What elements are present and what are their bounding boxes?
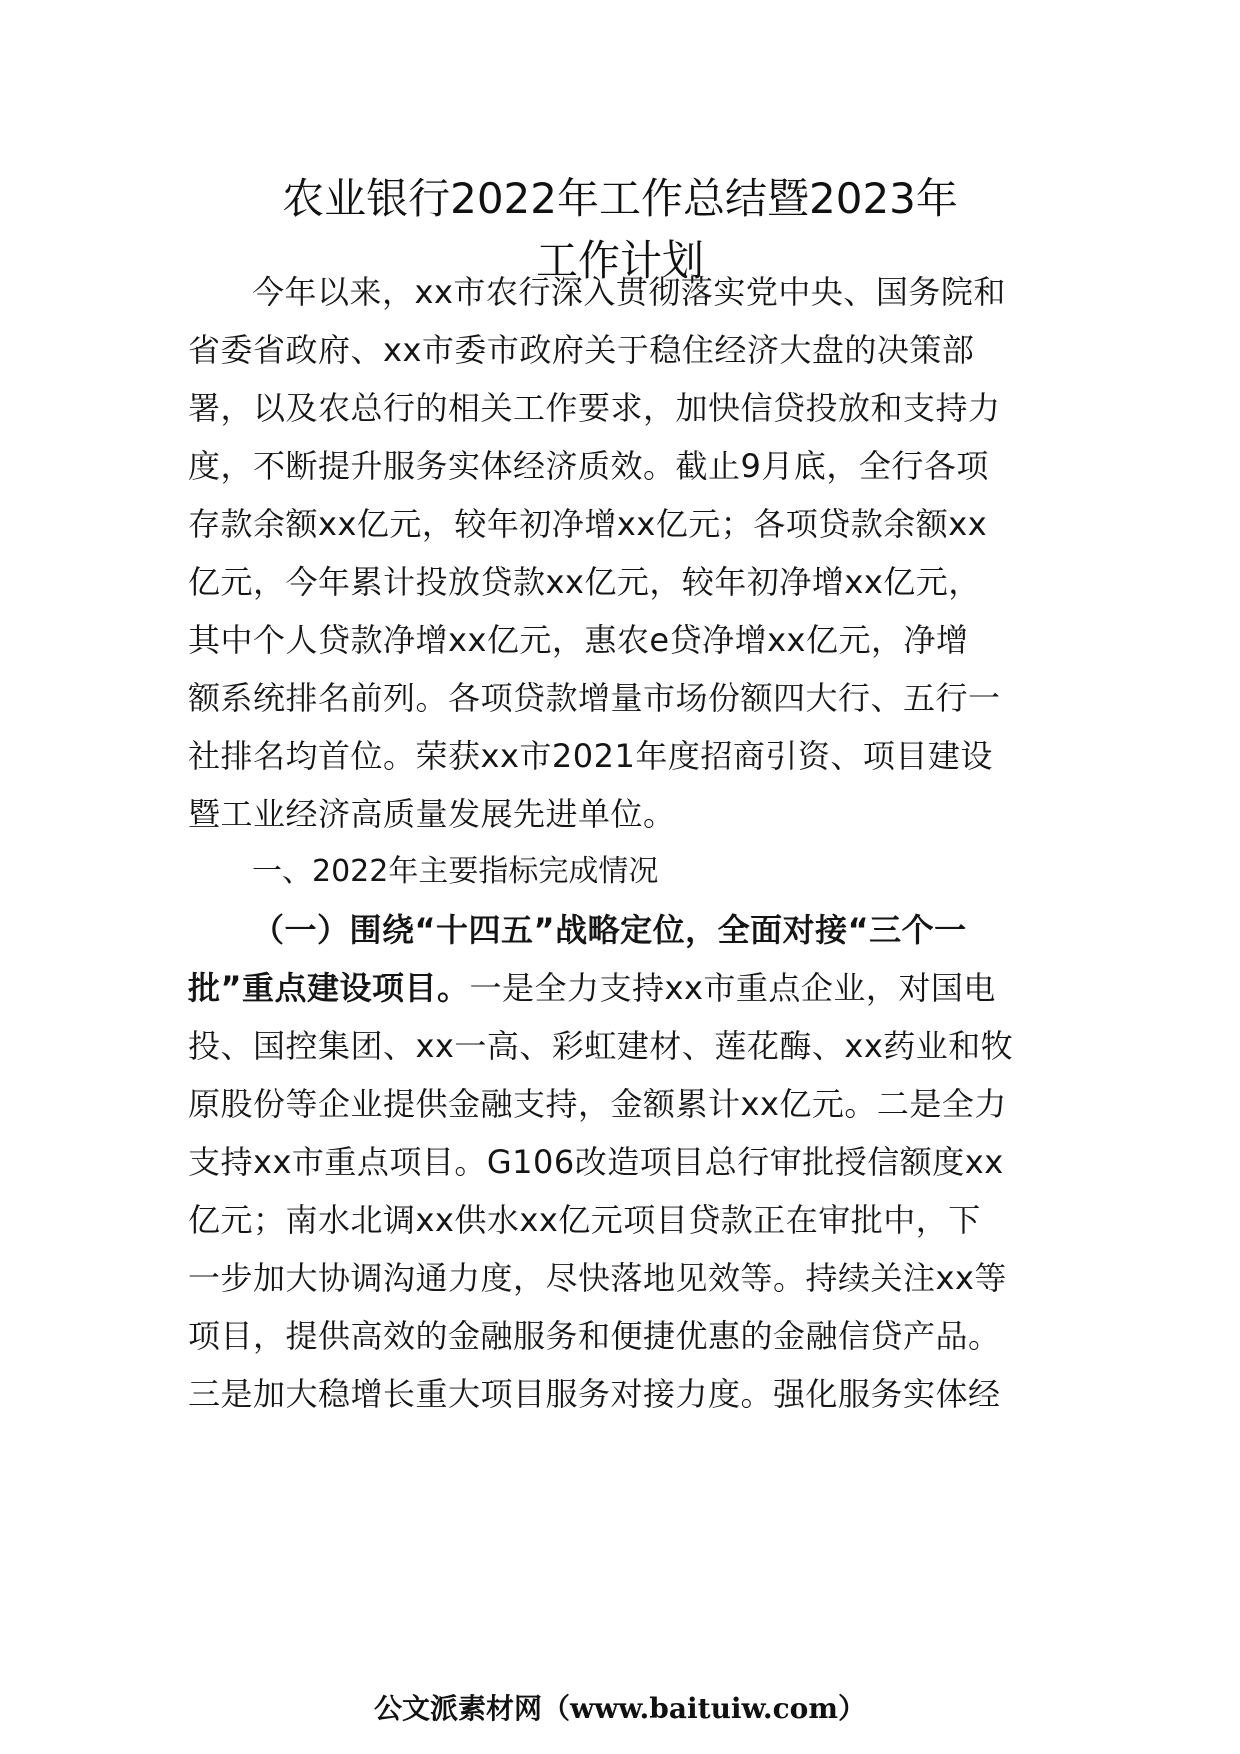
document-title-line-2: 工作计划 <box>535 236 704 285</box>
paragraph-line: 三是加大稳增长重大项目服务对接力度。强化服务实体经 <box>188 1375 1001 1413</box>
document-title-line-1: 农业银行2022年工作总结暨2023年 <box>282 174 958 223</box>
footer-watermark: 公文派素材网（www.baituiw.com） <box>374 1692 866 1725</box>
paragraph-line: 一步加大协调沟通力度，尽快落地见效等。持续关注xx等 <box>188 1259 1007 1297</box>
paragraph-line: 存款余额xx亿元，较年初净增xx亿元；各项贷款余额xx <box>188 505 988 543</box>
paragraph-line: 社排名均首位。荣获xx市2021年度招商引资、项目建设 <box>188 737 993 775</box>
subsection-heading-tail: 批”重点建设项目。 <box>188 969 470 1007</box>
paragraph-line: 投、国控集团、xx一高、彩虹建材、莲花酶、xx药业和牧 <box>188 1027 1014 1065</box>
paragraph-line: 度，不断提升服务实体经济质效。截止9月底，全行各项 <box>188 447 989 485</box>
paragraph-line: 署，以及农总行的相关工作要求，加快信贷投放和支持力 <box>188 389 1001 427</box>
section-heading: 一、2022年主要指标完成情况 <box>252 854 659 889</box>
paragraph-line: 额系统排名前列。各项贷款增量市场份额四大行、五行一 <box>188 679 1001 717</box>
paragraph-line: 项目，提供高效的金融服务和便捷优惠的金融信贷产品。 <box>188 1317 1001 1355</box>
paragraph-line: 暨工业经济高质量发展先进单位。 <box>188 795 676 833</box>
paragraph-line: 亿元，今年累计投放贷款xx亿元，较年初净增xx亿元， <box>188 563 981 601</box>
paragraph-line: 省委省政府、xx市委市政府关于稳住经济大盘的决策部 <box>188 331 975 369</box>
paragraph-line: 原股份等企业提供金融支持，金额累计xx亿元。二是全力 <box>188 1085 1007 1123</box>
paragraph-line <box>188 968 1058 1008</box>
subsection-heading-line: （一）围绕“十四五”战略定位，全面对接“三个一 <box>252 911 967 949</box>
paragraph-line: 支持xx市重点项目。G106改造项目总行审批授信额度xx <box>188 1143 1004 1181</box>
paragraph-line: 其中个人贷款净增xx亿元，惠农e贷净增xx亿元，净增 <box>188 621 969 659</box>
paragraph-line: 今年以来，xx市农行深入贯彻落实党中央、国务院和 <box>252 273 1006 311</box>
paragraph-line: 亿元；南水北调xx供水xx亿元项目贷款正在审批中，下 <box>188 1201 981 1239</box>
paragraph-text: 一是全力支持xx市重点企业，对国电 <box>469 969 996 1007</box>
